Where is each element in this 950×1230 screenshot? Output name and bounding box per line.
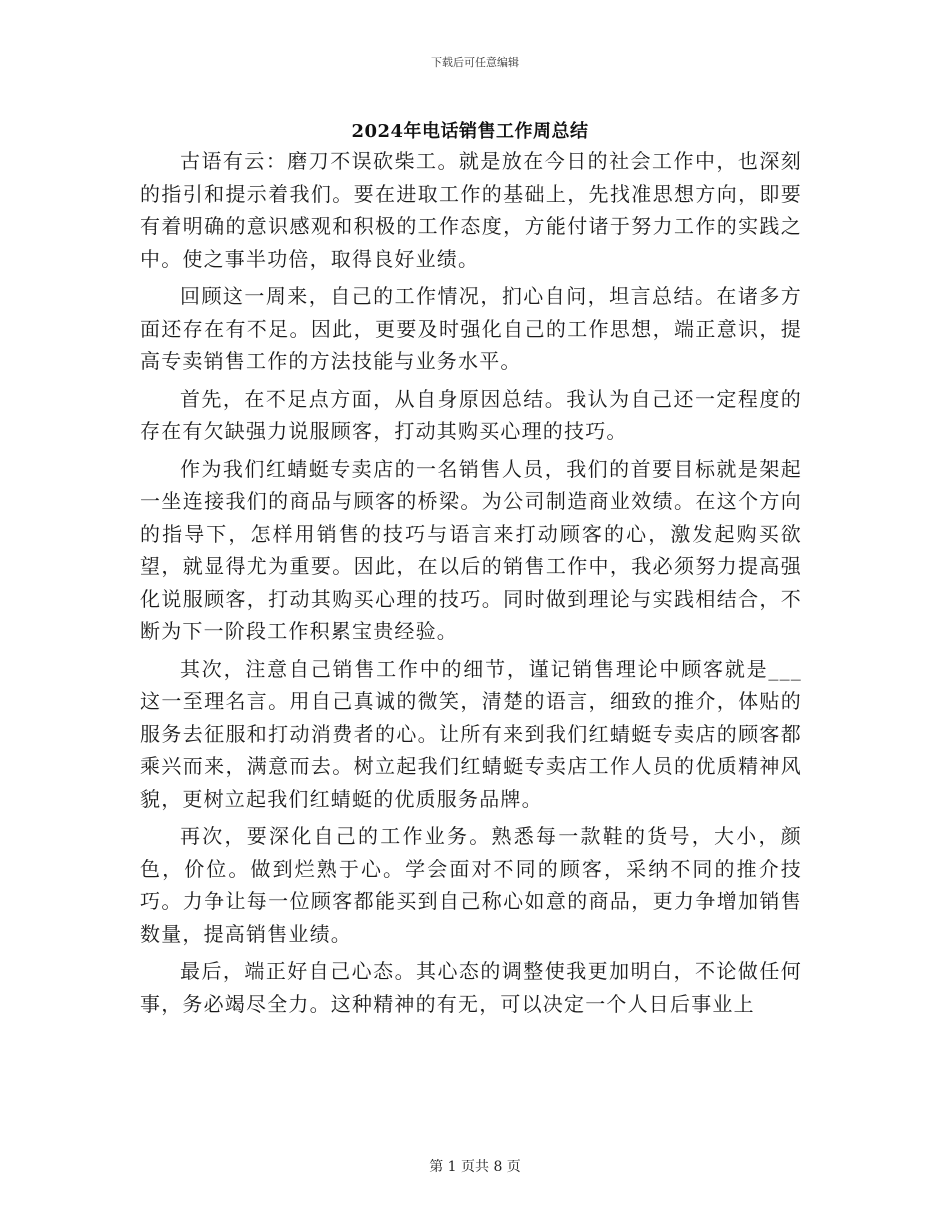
paragraph: 首先，在不足点方面，从自身原因总结。我认为自己还一定程度的存在有欠缺强力说服顾客，打动其购买心理的技巧。 bbox=[140, 386, 802, 443]
paragraph: 其次，注意自己销售工作中的细节，谨记销售理论中顾客就是___这一至理名言。用自己真诚的微笑，清楚的语言，细致的推介，体贴的服务去征服和打动消费者的心。让所有来到我们红蜻蜓专卖店的顾客都乘兴而来，满意而去。树立起我们红蜻蜓专卖店工作人员的优质精神风貌，更树立起我们红蜻蜓的优质服务品牌。 bbox=[140, 656, 802, 811]
paragraph: 作为我们红蜻蜓专卖店的一名销售人员，我们的首要目标就是架起一坐连接我们的商品与顾客的桥梁。为公司制造商业效绩。在这个方向的指导下，怎样用销售的技巧与语言来打动顾客的心，激发起购买欲望，就显得尤为重要。因此，在以后的销售工作中，我必须努力提高强化说服顾客，打动其购买心理的技巧。同时做到理论与实践相结合，不断为下一阶段工作积累宝贵经验。 bbox=[140, 456, 802, 643]
paragraph: 最后，端正好自己心态。其心态的调整使我更加明白，不论做任何事，务必竭尽全力。这种精神的有无，可以决定一个人日后事业上 bbox=[140, 959, 802, 1016]
page-number: 第 1 页共 8 页 bbox=[429, 1159, 521, 1175]
paragraph: 再次，要深化自己的工作业务。熟悉每一款鞋的货号，大小，颜色，价位。做到烂熟于心。学会面对不同的顾客，采纳不同的推介技巧。力争让每一位顾客都能买到自己称心如意的商品，更力争增加销售数量，提高销售业绩。 bbox=[140, 824, 802, 946]
paragraph: 古语有云：磨刀不误砍柴工。就是放在今日的社会工作中，也深刻的指引和提示着我们。要在进取工作的基础上，先找准思想方向，即要有着明确的意识感观和积极的工作态度，方能付诸于努力工作的实践之中。使之事半功倍，取得良好业绩。 bbox=[140, 149, 802, 271]
header-note: 下载后可任意编辑 bbox=[431, 56, 519, 69]
document-body bbox=[140, 145, 802, 1025]
document-title: 2024年电话销售工作周总结 bbox=[351, 121, 589, 142]
paragraph: 回顾这一周来，自己的工作情况，扪心自问，坦言总结。在诸多方面还存在有不足。因此，更要及时强化自己的工作思想，端正意识，提高专卖销售工作的方法技能与业务水平。 bbox=[140, 284, 802, 373]
